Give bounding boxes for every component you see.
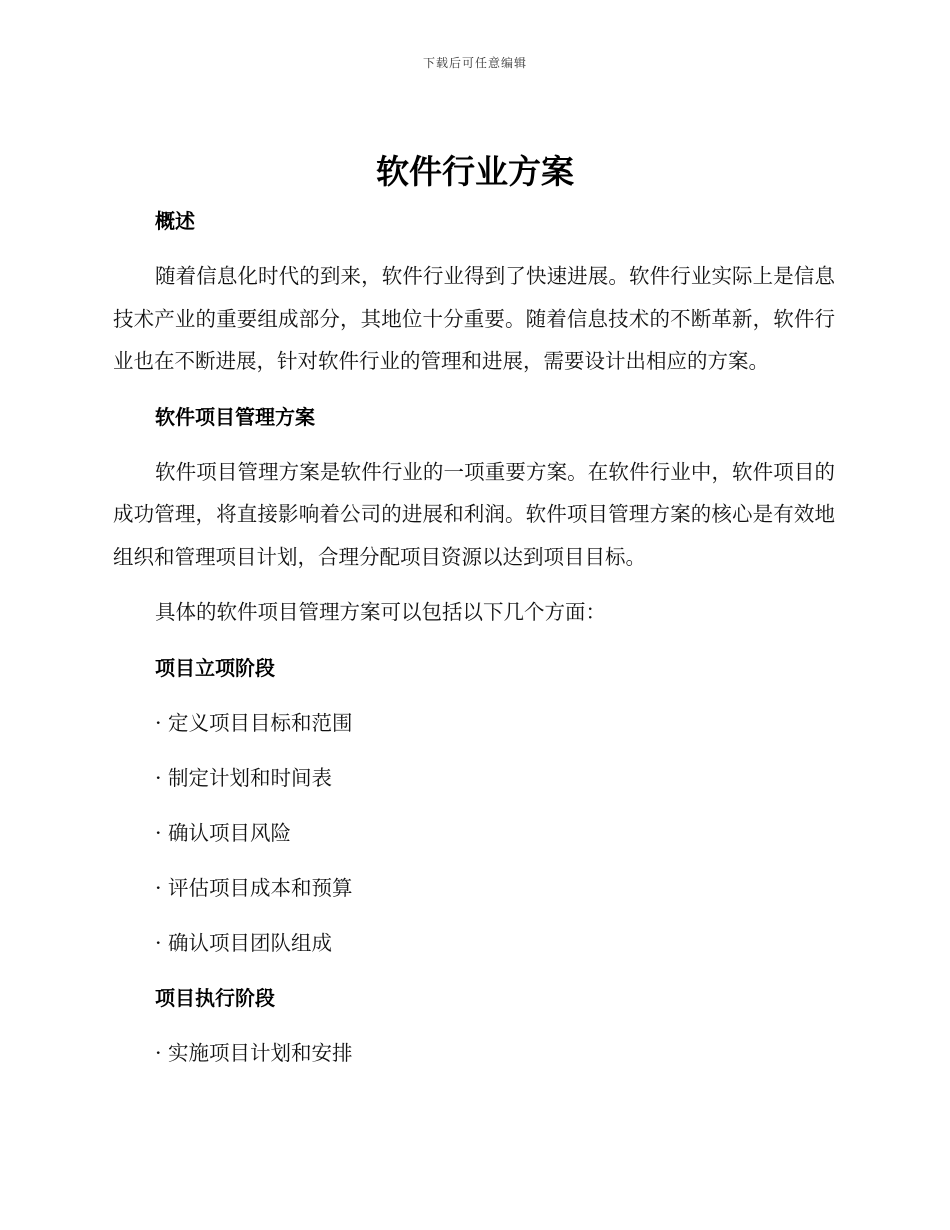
list-item: · 实施项目计划和安排: [155, 1040, 353, 1065]
section-heading-project-management: 软件项目管理方案: [155, 404, 315, 429]
document-body: [113, 200, 835, 1074]
section-heading-execution: 项目执行阶段: [155, 985, 275, 1010]
list-item: · 定义项目目标和范围: [155, 710, 353, 735]
document-title: 软件行业方案: [376, 152, 574, 191]
paragraph-overview: 随着信息化时代的到来，软件行业得到了快速进展。软件行业实际上是信息技术产业的重要组成部分，其地位十分重要。随着信息技术的不断革新，软件行业也在不断进展，针对软件行业的管理和进展，需要设计出相应的方案。: [113, 264, 835, 373]
paragraph-pm-intro: 具体的软件项目管理方案可以包括以下几个方面：: [155, 600, 606, 624]
section-heading-initiation: 项目立项阶段: [155, 655, 275, 680]
header-note: 下载后可任意编辑: [422, 56, 527, 70]
paragraph-project-management: 软件项目管理方案是软件行业的一项重要方案。在软件行业中，软件项目的成功管理，将直接影响着公司的进展和利润。软件项目管理方案的核心是有效地组织和管理项目计划，合理分配项目资源以达到项目目标。: [113, 459, 835, 569]
list-item: · 制定计划和时间表: [155, 765, 333, 790]
list-item: · 评估项目成本和预算: [155, 875, 353, 900]
section-heading-overview: 概述: [155, 209, 195, 233]
list-item: · 确认项目风险: [155, 820, 292, 845]
list-item: · 确认项目团队组成: [155, 930, 333, 955]
